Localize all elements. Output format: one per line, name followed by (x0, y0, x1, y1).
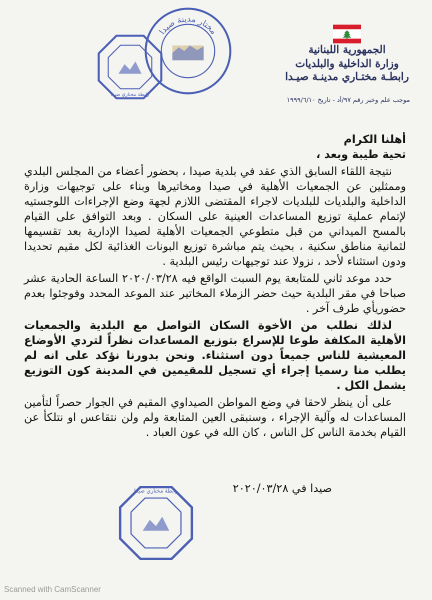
association-octagon-seal-bottom (117, 484, 195, 562)
letterhead-republic: الجمهورية اللبنانية (308, 44, 386, 56)
scanner-watermark: Scanned with CamScanner (4, 585, 101, 594)
seal-top-center-text: مختار مدينة صيدا (156, 13, 220, 37)
greeting: أهلنا الكرام (343, 133, 406, 146)
letterhead-association: رابطـة مختـاري مدينـة صيـدا (285, 71, 409, 83)
association-octagon-seal-top (96, 33, 164, 101)
lebanon-flag-icon (333, 24, 361, 44)
letter-body (24, 132, 406, 442)
salutation: تحية طيبة وبعد ، (316, 148, 406, 161)
paragraph-closing: على أن ينظر لاحقا في وضع المواطن الصيداوي المقيم في الجوار حصراً لتأمين المساعدات له وآلية الإجراء ، وسنبقى العين المتابعة ولم ولن نتقاعس او نتلكأ عن القيام بخدمة الناس كل الناس ، كان الله في عون العباد . (24, 396, 406, 439)
sign-date: صيدا في ٢٠٢٠/٠٣/٢٨ (232, 482, 332, 495)
seal-bottom-text: رابطة مختاري صيدا (134, 488, 178, 495)
seal-top-left-text: رابطة مختاري صيدا (110, 93, 150, 99)
letterhead-ministry: وزارة الداخلية والبلديات (295, 58, 399, 70)
registration-reference: موجب علم وخبر رقم ٩٧/أد - تاريخ ١٩٩٩/٦/١٠ (286, 96, 410, 104)
paragraph-request: لذلك نطلب من الأخوة السكان التواصل مع البلدية والجمعيات الأهلية المكلفة طوعا للإسراع بتوزيع المساعدات نظراً لتردي الأوضاع المعيشية للناس جميعاً دون استثناء. ونحن بدورنا نؤكد على انه لم يطلب منا رسميا إجراء أي تسجيل للمقيمين في المدينة كون التوزيع يشمل الكل . (24, 319, 406, 392)
paragraph-followup: حدد موعد ثاني للمتابعة يوم السبت الواقع فيه ٢٠٢٠/٠٣/٢٨ الساعة الحادية عشر صباحا في مقر البلدية حيث حضر الزملاء المخاتير عند الموعد المحدد وفوجئوا بعدم حضوريأي طرف آخر . (24, 272, 406, 315)
paragraph-meeting: نتيجة اللقاء السابق الذي عقد في بلدية صيدا ، بحضور أعضاء من المجلس البلدي وممثلين عن الجمعيات الأهلية في صيدا ومخاتيرها وبناء على توجيهات وزارة الداخلية والبلديات للبلديات لاجراء المقتضى اللازم لجهة وضع الإجراءات اللوجستيه لإتمام عملية توزيع المساعدات العينية على السكان . وبعد التوافق على القيام بالمسح الميداني من قبل متطوعي الجمعيات الأهلية لصيدا الإدارية بعد تقسيمها لثمانية مناطق سكنية ، بحيث يتم مباشرة توزيع البونات الغذائية لكل مقيم تحديدا ودون استثناء لأحد ، نزولا عند توجيهات رئيس البلدية . (24, 165, 406, 268)
